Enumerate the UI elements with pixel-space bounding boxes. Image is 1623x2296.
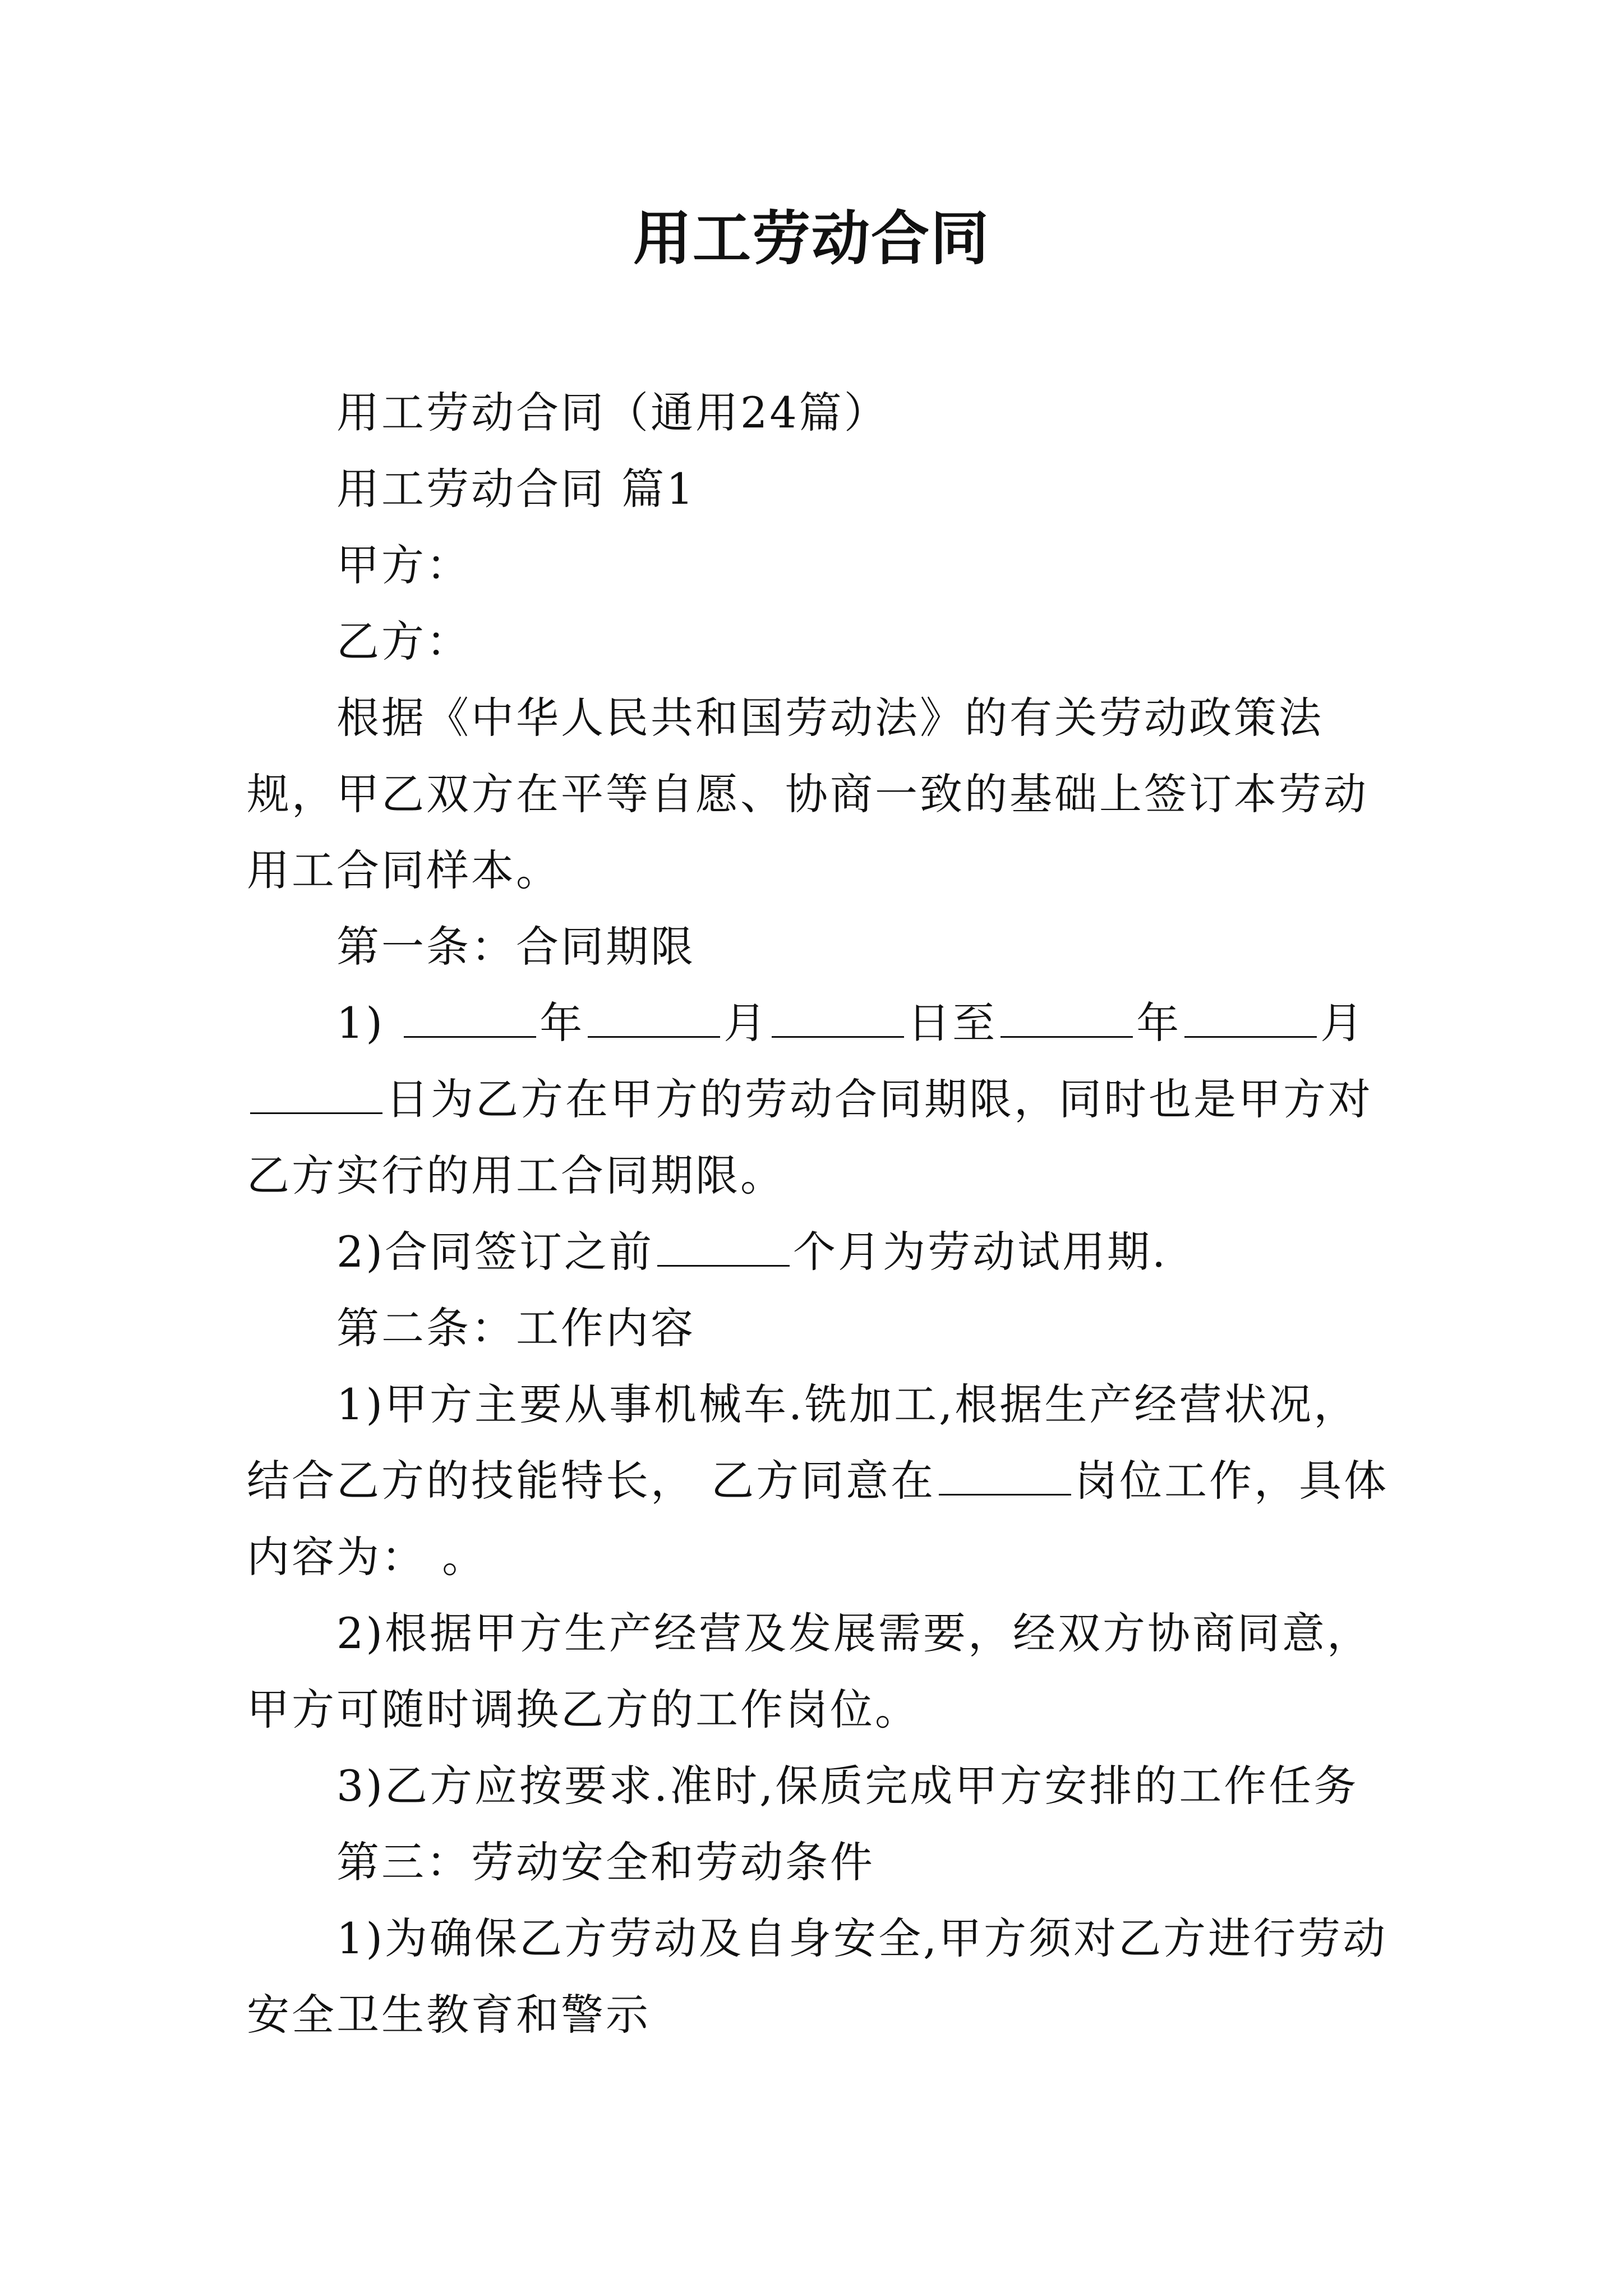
blank-field (772, 997, 904, 1038)
blank-field (1184, 997, 1317, 1038)
blank-field (939, 1455, 1071, 1496)
paragraph-party-b: 乙方： (336, 616, 471, 666)
term-prefix: 1) (336, 998, 385, 1048)
work-content-before: 1)甲方主要从事机械车.铣加工,根据生产经营状况，结合乙方的技能特长， 乙方同意在 (247, 1379, 1359, 1506)
blank-field (404, 997, 536, 1038)
paragraph-work-content (247, 1366, 1391, 1595)
term-day-to: 日至 (907, 998, 998, 1048)
blank-field (1000, 997, 1133, 1038)
paragraph-task-completion: 3)乙方应按要求.准时,保质完成甲方安排的工作任务 (336, 1761, 1359, 1811)
paragraph-article-3: 第三：劳动安全和劳动条件 (336, 1837, 875, 1887)
paragraph-party-a: 甲方： (336, 540, 471, 590)
term-rest: 日为乙方在甲方的劳动合同期限，同时也是甲方对乙方实行的用工合同期限。 (247, 1074, 1373, 1200)
blank-field (588, 997, 720, 1038)
paragraph-section-heading: 用工劳动合同 篇1 (336, 464, 696, 514)
paragraph-subtitle: 用工劳动合同（通用24篇） (336, 388, 889, 438)
paragraph-probation (247, 1214, 1391, 1290)
term-month-2: 月 (1320, 998, 1366, 1048)
blank-field (250, 1073, 382, 1114)
work-content-after: 岗位工作，具体内容为： 。 (247, 1456, 1389, 1582)
document-body (247, 375, 1391, 2053)
term-month-1: 月 (723, 998, 769, 1048)
paragraph-article-1: 第一条：合同期限 (336, 922, 695, 972)
page-title: 用工劳动合同 (633, 204, 990, 273)
blank-field (657, 1226, 790, 1267)
term-year-1: 年 (540, 998, 585, 1048)
probation-before: 2)合同签订之前 (336, 1227, 654, 1277)
paragraph-article-2: 第二条：工作内容 (336, 1303, 695, 1353)
probation-after: 个月为劳动试用期. (793, 1227, 1168, 1277)
paragraph-job-transfer: 2)根据甲方生产经营及发展需要，经双方协商同意，甲方可随时调换乙方的工作岗位。 (247, 1608, 1372, 1734)
paragraph-intro: 根据《中华人民共和国劳动法》的有关劳动政策法规，甲乙双方在平等自愿、协商一致的基础上签订本劳动用工合同样本。 (247, 693, 1368, 895)
paragraph-safety-education: 1)为确保乙方劳动及自身安全,甲方须对乙方进行劳动安全卫生教育和警示 (247, 1913, 1388, 2040)
term-year-2: 年 (1136, 998, 1182, 1048)
paragraph-contract-term (247, 985, 1391, 1214)
